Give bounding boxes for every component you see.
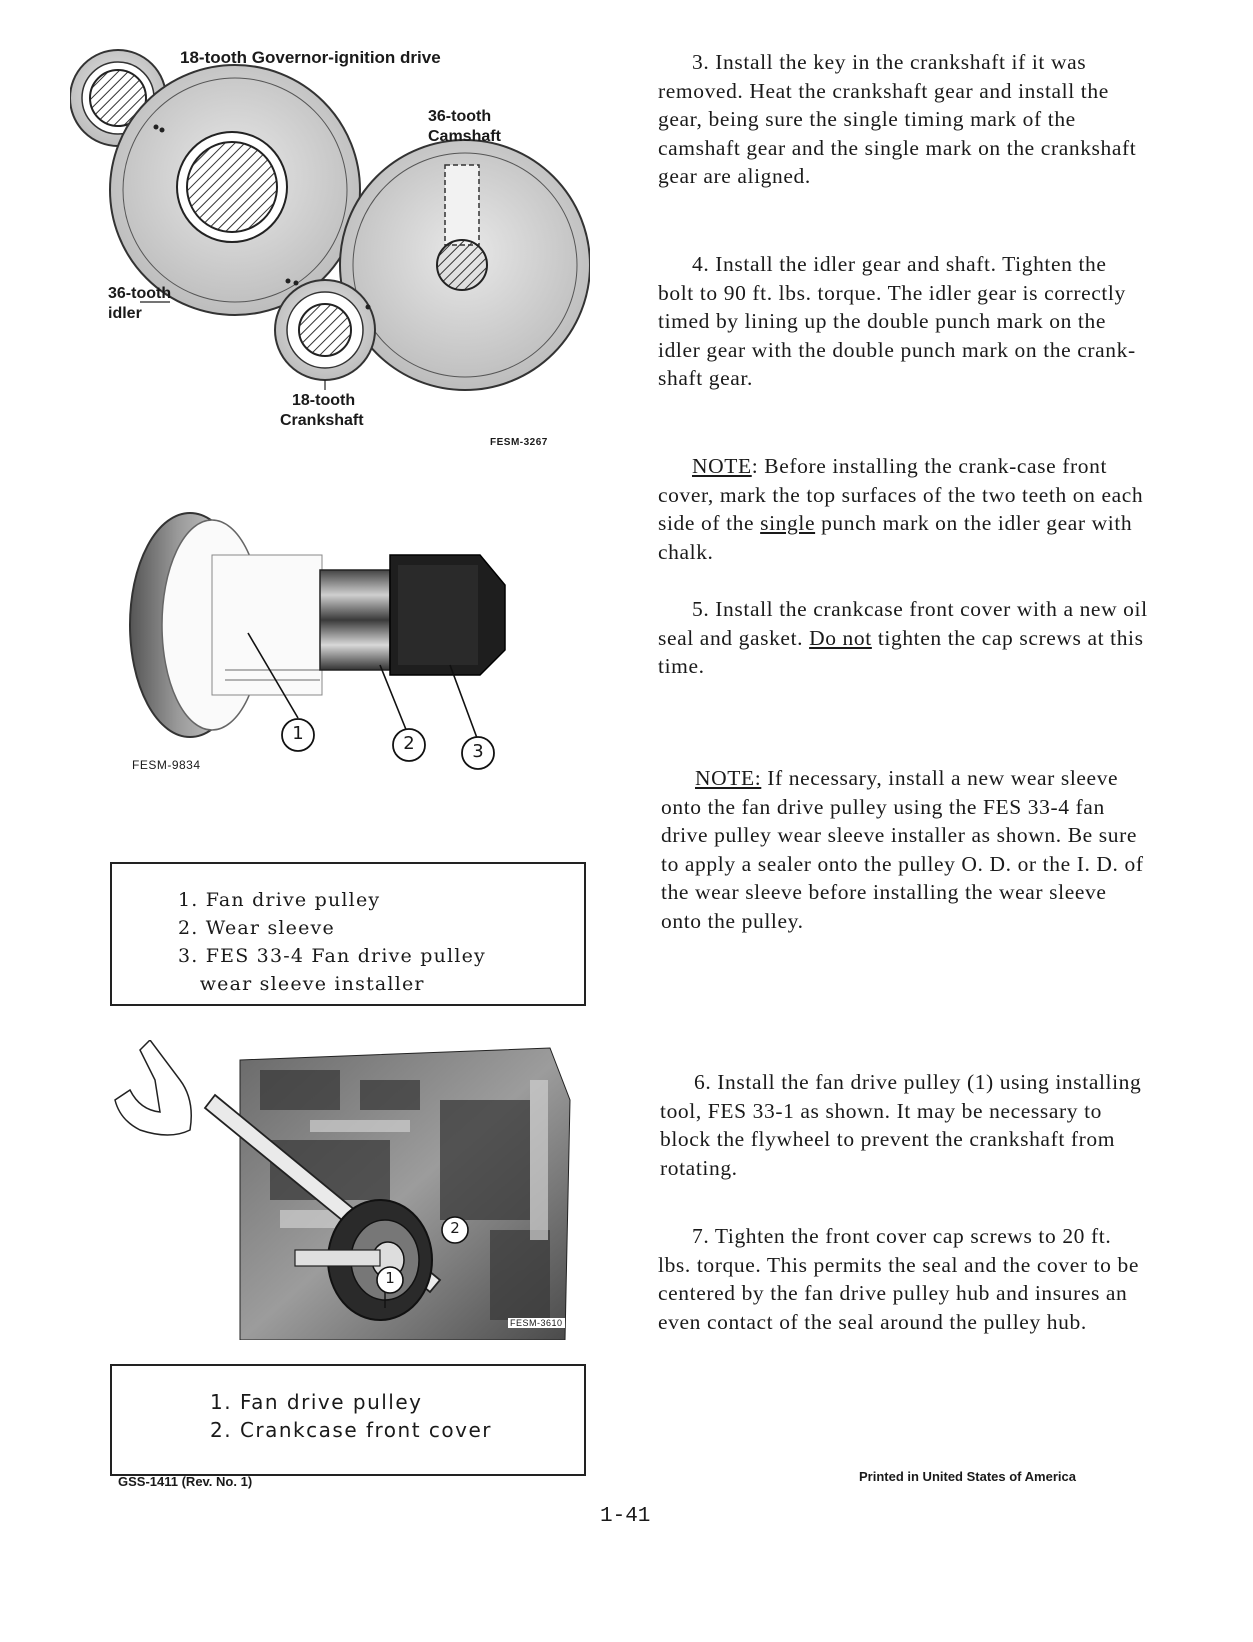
step-5 <box>658 595 1148 681</box>
step-5-text <box>658 595 1148 681</box>
photo-callout-2: 2 <box>450 1219 460 1237</box>
legend-item: 2. Wear sleeve <box>178 917 335 939</box>
photo-callout-1: 1 <box>385 1269 395 1287</box>
note-1-label: NOTE <box>692 454 752 478</box>
step-3-text: 3. Install the key in the crankshaft if it was removed. Heat the crankshaft gear and install the gear, being sure the single timing mark of the camshaft gear and the single mark on the crankshaft gear are aligned. <box>658 50 1137 188</box>
legend-item: 1. Fan drive pulley <box>210 1390 423 1414</box>
step-4 <box>658 250 1148 393</box>
note-1 <box>658 452 1148 566</box>
crankshaft-label-line2: Crankshaft <box>280 412 364 429</box>
note-1-text <box>658 452 1148 566</box>
step-6 <box>660 1068 1150 1182</box>
note-2-body: If necessary, install a new wear sleeve onto the fan drive pulley using the FES 33-4 fan drive pulley wear sleeve installer as shown. Be sure to apply a sealer onto the pulley O. D. or the I. D. of the wear sleeve before installing the wear sleeve onto the pulley. <box>661 766 1144 933</box>
step-5-emphasis: Do not <box>809 625 872 650</box>
camshaft-label-line1: 36-tooth <box>428 108 492 125</box>
callout-1: 1 <box>292 723 304 744</box>
wear-sleeve <box>320 570 390 670</box>
step-4-text: 4. Install the idler gear and shaft. Tighten the bolt to 90 ft. lbs. torque. The idler gear is correctly timed by lining up the double punch mark on the idler gear with the double punch mark on the crank-shaft gear. <box>658 252 1136 390</box>
camshaft-label-line2: Camshaft <box>428 128 501 145</box>
figure-id-3267: FESM-3267 <box>490 437 548 448</box>
pulley-installer-diagram <box>120 510 540 800</box>
callout-2: 2 <box>403 733 415 754</box>
fan-drive-pulley <box>130 513 322 737</box>
figure-id-9834: FESM-9834 <box>132 758 201 772</box>
legend-pulley-parts <box>110 862 586 1006</box>
wear-sleeve-installer <box>390 555 505 675</box>
step-5-body-a: 5. Install the crankcase front cover with a new oil seal and gasket. <box>658 597 1148 650</box>
step-7-text: 7. Tighten the front cover cap screws to 20 ft. lbs. torque. This permits the seal and the cover to be centered by the fan drive pulley hub and insures an even contact of the seal around the pulley hub. <box>658 1224 1140 1334</box>
legend-engine-parts <box>110 1364 586 1476</box>
idler-label-line1: 36-tooth <box>108 285 172 302</box>
camshaft-gear <box>340 140 590 390</box>
note-1-body-b: punch mark on the idler gear with chalk. <box>658 511 1133 564</box>
legend-item: wear sleeve installer <box>178 973 425 995</box>
figure-id-3610: FESM-3610 <box>510 1318 563 1328</box>
idler-gear <box>110 65 360 315</box>
note-1-body-a: : Before installing the crank-case front cover, mark the top surfaces of the two teeth on each side of the <box>658 454 1144 535</box>
step-5-body-b: tighten the cap screws at this time. <box>658 625 1144 678</box>
note-2-text <box>661 764 1151 935</box>
step-6-text: 6. Install the fan drive pulley (1) using installing tool, FES 33-1 as shown. It may be necessary to block the flywheel to prevent the crankshaft from rotating. <box>660 1070 1142 1180</box>
note-2 <box>661 764 1151 935</box>
governor-drive-label: 18-tooth Governor-ignition drive <box>180 48 441 67</box>
document-code: GSS-1411 (Rev. No. 1) <box>118 1474 253 1489</box>
legend-item: 1. Fan drive pulley <box>178 889 381 911</box>
idler-label-line2: idler <box>108 305 142 322</box>
page-number: 1-41 <box>600 1505 651 1528</box>
crankshaft-label-line1: 18-tooth <box>292 392 356 409</box>
callout-3: 3 <box>472 741 484 762</box>
crankshaft-gear <box>275 280 375 380</box>
note-2-label: NOTE: <box>695 766 762 790</box>
step-3 <box>658 48 1148 191</box>
legend-item: 3. FES 33-4 Fan drive pulley <box>178 945 486 967</box>
legend-item: 2. Crankcase front cover <box>210 1418 493 1442</box>
step-7 <box>658 1222 1148 1336</box>
print-notice: Printed in United States of America <box>859 1469 1076 1484</box>
engine-photo-illustration <box>110 1040 580 1340</box>
engine-pulley-photo <box>110 1040 580 1340</box>
note-1-emphasis: single <box>760 511 816 535</box>
gear-train-diagram <box>70 40 590 460</box>
